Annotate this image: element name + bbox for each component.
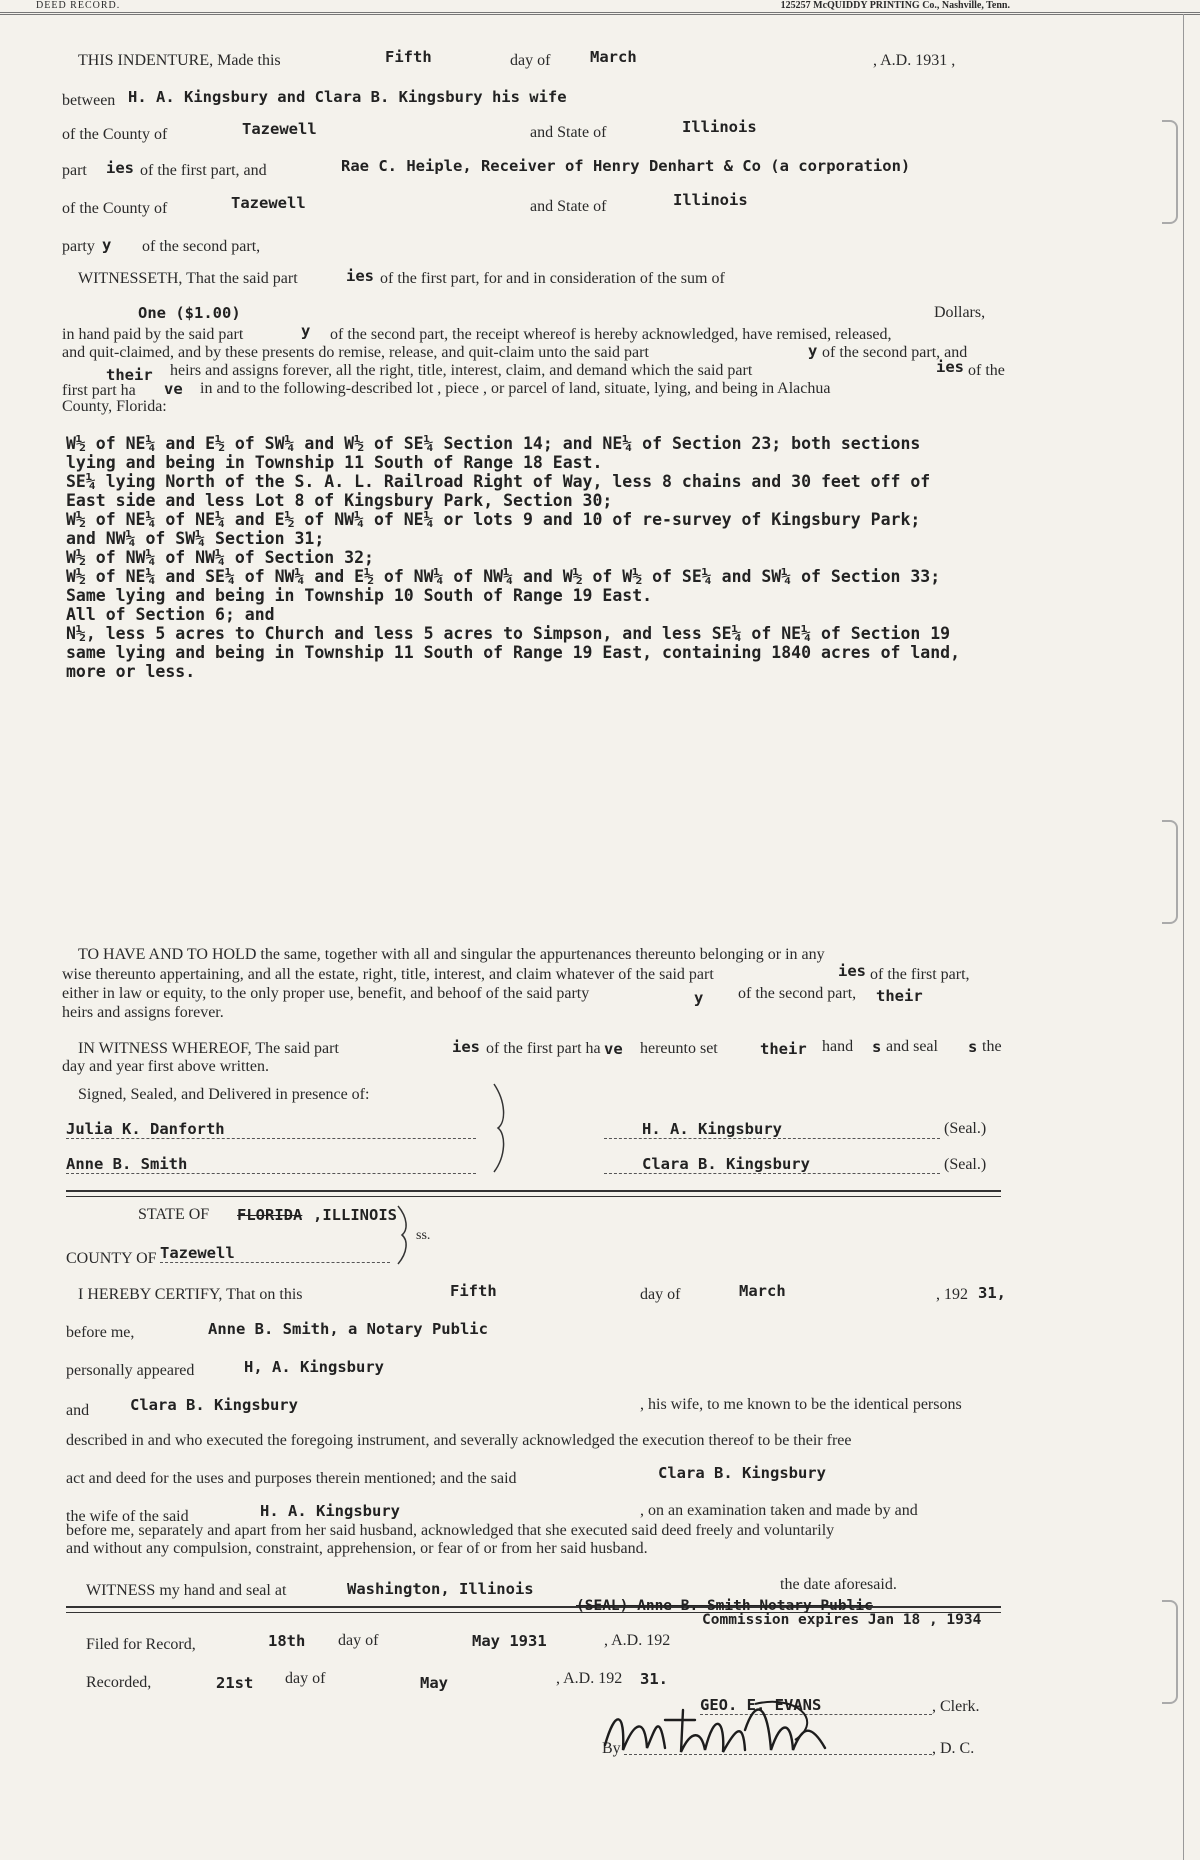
state-label-2: and State of bbox=[530, 198, 607, 215]
second-part: of the second part, bbox=[142, 238, 261, 255]
recorded-day: 21st bbox=[216, 1674, 254, 1692]
legal-line: lying and being in Township 11 South of Range 18 East. bbox=[66, 453, 603, 472]
witness-brace bbox=[490, 1082, 510, 1174]
testimonium-1a: IN WITNESS WHEREOF, The said part bbox=[78, 1040, 339, 1057]
testimonium-1c: hereunto set bbox=[640, 1040, 718, 1057]
ack-month: March bbox=[739, 1282, 786, 1300]
ack-before: before me, separately and apart from her said husband, acknowledged that she executed said deed freely and voluntarily bbox=[66, 1522, 835, 1539]
dollars-label: Dollars, bbox=[934, 304, 986, 321]
witness-1-name: Julia K. Danforth bbox=[66, 1120, 476, 1139]
testimonium-2: day and year first above written. bbox=[62, 1058, 270, 1075]
ack-state: ,ILLINOIS bbox=[313, 1206, 397, 1224]
witnesseth-7: County, Florida: bbox=[62, 398, 167, 415]
grantor-2-name: Clara B. Kingsbury bbox=[604, 1155, 940, 1174]
binder-clip-middle bbox=[1162, 820, 1178, 924]
by-label: By bbox=[602, 1740, 621, 1757]
commission-expires: Commission expires Jan 18 , 1934 bbox=[702, 1612, 982, 1628]
ack-date-aforesaid: the date aforesaid. bbox=[780, 1576, 897, 1593]
ack-exam: , on an examination taken and made by and bbox=[640, 1502, 918, 1519]
ack-state-label: STATE OF bbox=[138, 1206, 210, 1223]
ack-place: Washington, Illinois bbox=[347, 1580, 534, 1598]
habendum-2a: wise thereunto appertaining, and all the estate, right, title, interest, and claim whatever of the said part bbox=[62, 966, 714, 983]
binder-clip-top bbox=[1162, 120, 1178, 224]
intro-day-of: day of bbox=[510, 52, 551, 69]
ack-state-struck: FLORIDA bbox=[237, 1206, 303, 1224]
habendum-3-their: their bbox=[876, 987, 923, 1005]
deputy-clerk-signature bbox=[595, 1690, 845, 1765]
clerk-name: GEO. E. EVANS bbox=[700, 1696, 932, 1715]
intro-ad: , A.D. 1931 , bbox=[873, 52, 956, 69]
legal-description bbox=[66, 434, 960, 681]
legal-line: Same lying and being in Township 10 South of Range 19 East. bbox=[66, 586, 653, 605]
witnesseth-4b: of the second part, and bbox=[822, 344, 968, 361]
grantee: Rae C. Heiple, Receiver of Henry Denhart & Co (a corporation) bbox=[341, 157, 911, 175]
ack-husband: H. A. Kingsbury bbox=[260, 1502, 400, 1520]
party-suffix: y bbox=[102, 236, 112, 254]
ack-wife-name: Clara B. Kingsbury bbox=[658, 1464, 826, 1482]
state-1: Illinois bbox=[682, 118, 757, 136]
legal-line: N½, less 5 acres to Church and less 5 acres to Simpson, and less SE¼ of NE¼ of Section 19 bbox=[66, 624, 951, 643]
ack-officer: Anne B. Smith, a Notary Public bbox=[208, 1320, 488, 1338]
ack-ss: ss. bbox=[416, 1228, 431, 1243]
legal-line: W½ of NE¼ of NE¼ and E½ of NW¼ of NE¼ or lots 9 and 10 of re-survey of Kingsbury Park; bbox=[66, 510, 921, 529]
filed-label: Filed for Record, bbox=[86, 1636, 196, 1653]
part-label: part bbox=[62, 162, 87, 179]
state-label-1: and State of bbox=[530, 124, 607, 141]
party-label: party bbox=[62, 238, 95, 255]
ack-act: act and deed for the uses and purposes therein mentioned; and the said bbox=[66, 1470, 517, 1487]
testimonium-1b: of the first part ha bbox=[486, 1040, 601, 1057]
dc-label: , D. C. bbox=[932, 1740, 975, 1757]
habendum-3-y: y bbox=[694, 989, 704, 1007]
habendum-3b: of the second part, bbox=[738, 985, 857, 1002]
witnesseth-5: heirs and assigns forever, all the right, title, interest, claim, and demand which the said part bbox=[170, 362, 753, 379]
header-left-label: DEED RECORD. bbox=[36, 0, 121, 11]
county-label-1: of the County of bbox=[62, 126, 168, 143]
ack-appeared: personally appeared bbox=[66, 1362, 195, 1379]
ss-brace bbox=[396, 1204, 410, 1266]
witnesseth-5-ies: ies bbox=[936, 358, 964, 376]
clerk-label: , Clerk. bbox=[932, 1698, 980, 1715]
ack-wife-of: the wife of the said bbox=[66, 1508, 189, 1525]
ack-year-prefix: , 192 bbox=[936, 1286, 968, 1303]
ack-day: Fifth bbox=[450, 1282, 497, 1300]
habendum-4: heirs and assigns forever. bbox=[62, 1004, 224, 1021]
legal-line: All of Section 6; and bbox=[66, 605, 275, 624]
county-label-2: of the County of bbox=[62, 200, 168, 217]
recorded-year: 31. bbox=[640, 1670, 668, 1688]
habendum-1: TO HAVE AND TO HOLD the same, together with all and singular the appurtenances thereunto belonging or in any bbox=[78, 946, 825, 963]
witnesseth-3-y: y bbox=[301, 322, 311, 340]
witnesseth-their: their bbox=[106, 366, 153, 384]
recorded-day-of: day of bbox=[285, 1670, 326, 1687]
binder-clip-bottom bbox=[1162, 1600, 1178, 1704]
county-1: Tazewell bbox=[242, 120, 317, 138]
between-label: between bbox=[62, 92, 116, 109]
witnesseth-1a: WITNESSETH, That the said part bbox=[78, 270, 298, 287]
witnesseth-3b: of the second part, the receipt whereof is hereby acknowledged, have remised, released, bbox=[330, 326, 892, 343]
county-2: Tazewell bbox=[231, 194, 306, 212]
header-right-label: 125257 McQUIDDY PRINTING Co., Nashville, Tenn. bbox=[780, 0, 1010, 11]
ack-certify: I HEREBY CERTIFY, That on this bbox=[78, 1286, 303, 1303]
witnesseth-6b: in and to the following-described lot , piece , or parcel of land, situate, lying, and being in Alachua bbox=[200, 380, 831, 397]
filed-day-of: day of bbox=[338, 1632, 379, 1649]
part-suffix: ies bbox=[106, 159, 134, 177]
habendum-2b: of the first part, bbox=[870, 966, 970, 983]
ack-without: and without any compulsion, constraint, apprehension, or fear of or from her said husband. bbox=[66, 1540, 648, 1557]
legal-line: SE¼ lying North of the S. A. L. Railroad Right of Way, less 8 chains and 30 feet off of bbox=[66, 472, 931, 491]
habendum-2-ies: ies bbox=[838, 962, 866, 980]
testimonium-1-ve: ve bbox=[604, 1040, 623, 1058]
ack-wife-known: , his wife, to me known to be the identical persons bbox=[640, 1396, 962, 1413]
witness-1-line bbox=[66, 1120, 476, 1139]
testimonium-1-their: their bbox=[760, 1040, 807, 1058]
witnesseth-6-ve: ve bbox=[164, 380, 183, 398]
witness-2-line bbox=[66, 1155, 476, 1174]
grantor-2-line bbox=[604, 1155, 940, 1174]
testimonium-1-ies: ies bbox=[452, 1038, 480, 1056]
legal-line: W½ of NE¼ and E½ of SW¼ and W½ of SE¼ Section 14; and NE¼ of Section 23; both sections bbox=[66, 434, 921, 453]
state-2: Illinois bbox=[673, 191, 748, 209]
recorded-label: Recorded, bbox=[86, 1674, 152, 1691]
witnesseth-4-y: y bbox=[808, 342, 818, 360]
consideration-amount: One ($1.00) bbox=[138, 304, 241, 322]
ack-witness-hand: WITNESS my hand and seal at bbox=[86, 1582, 287, 1599]
recorded-month: May bbox=[420, 1674, 448, 1692]
ack-county-label: COUNTY OF bbox=[66, 1250, 157, 1267]
signed-sealed-delivered: Signed, Sealed, and Delivered in presence of: bbox=[78, 1086, 370, 1103]
legal-line: W½ of NW¼ of NW¼ of Section 32; bbox=[66, 548, 374, 567]
ack-year: 31, bbox=[978, 1284, 1006, 1302]
ack-before-me: before me, bbox=[66, 1324, 135, 1341]
filed-ad: , A.D. 192 bbox=[604, 1632, 671, 1649]
intro-lead: THIS INDENTURE, Made this bbox=[78, 52, 281, 69]
section-divider-1 bbox=[66, 1190, 1001, 1197]
ack-day-of: day of bbox=[640, 1286, 681, 1303]
witnesseth-6a: first part ha bbox=[62, 382, 136, 399]
grantor-1-name: H. A. Kingsbury bbox=[604, 1120, 940, 1139]
ack-person-1: H, A. Kingsbury bbox=[244, 1358, 384, 1376]
legal-line: more or less. bbox=[66, 662, 196, 681]
testimonium-1e: and seal bbox=[886, 1038, 938, 1055]
witness-2-name: Anne B. Smith bbox=[66, 1155, 476, 1174]
first-part-and: of the first part, and bbox=[140, 162, 267, 179]
binding-edge bbox=[1183, 14, 1184, 1860]
legal-line: same lying and being in Township 11 South of Range 19 East, containing 1840 acres of land, bbox=[66, 643, 961, 662]
seal-2: (Seal.) bbox=[944, 1156, 987, 1173]
intro-day: Fifth bbox=[385, 48, 432, 66]
testimonium-1d: hand bbox=[822, 1038, 854, 1055]
legal-line: W½ of NE¼ and SE¼ of NW¼ and E½ of NW¼ of NW¼ and W½ of W½ of SE¼ and SW¼ of Section 33; bbox=[66, 567, 941, 586]
ack-person-2: Clara B. Kingsbury bbox=[130, 1396, 298, 1414]
intro-month: March bbox=[590, 48, 637, 66]
ack-described: described in and who executed the foregoing instrument, and severally acknowledged the execution thereof to be their free bbox=[66, 1432, 852, 1449]
recorded-ad: , A.D. 192 bbox=[556, 1670, 623, 1687]
legal-line: and NW¼ of SW¼ Section 31; bbox=[66, 529, 325, 548]
filed-month: May 1931 bbox=[472, 1632, 547, 1650]
testimonium-1-s2: s bbox=[968, 1038, 978, 1056]
filed-day: 18th bbox=[268, 1632, 306, 1650]
page-header bbox=[0, 0, 1200, 15]
testimonium-1f: the bbox=[982, 1038, 1002, 1055]
seal-1: (Seal.) bbox=[944, 1120, 987, 1137]
witnesseth-4: and quit-claimed, and by these presents do remise, release, and quit-claim unto the said part bbox=[62, 344, 649, 361]
ack-and: and bbox=[66, 1402, 90, 1419]
witnesseth-5b: of the bbox=[968, 362, 1005, 379]
witnesseth-3a: in hand paid by the said part bbox=[62, 326, 244, 343]
ack-county: Tazewell bbox=[160, 1244, 390, 1263]
witnesseth-1-ies: ies bbox=[346, 267, 374, 285]
grantor-1-line bbox=[604, 1120, 940, 1139]
testimonium-1-s1: s bbox=[872, 1038, 882, 1056]
witnesseth-1b: of the first part, for and in consideration of the sum of bbox=[380, 270, 725, 287]
grantors: H. A. Kingsbury and Clara B. Kingsbury his wife bbox=[128, 88, 567, 106]
legal-line: East side and less Lot 8 of Kingsbury Park, Section 30; bbox=[66, 491, 613, 510]
notary-seal-struck: (SEAL) Anne B. Smith Notary Public bbox=[576, 1598, 873, 1614]
habendum-3a: either in law or equity, to the only proper use, benefit, and behoof of the said party bbox=[62, 985, 590, 1002]
